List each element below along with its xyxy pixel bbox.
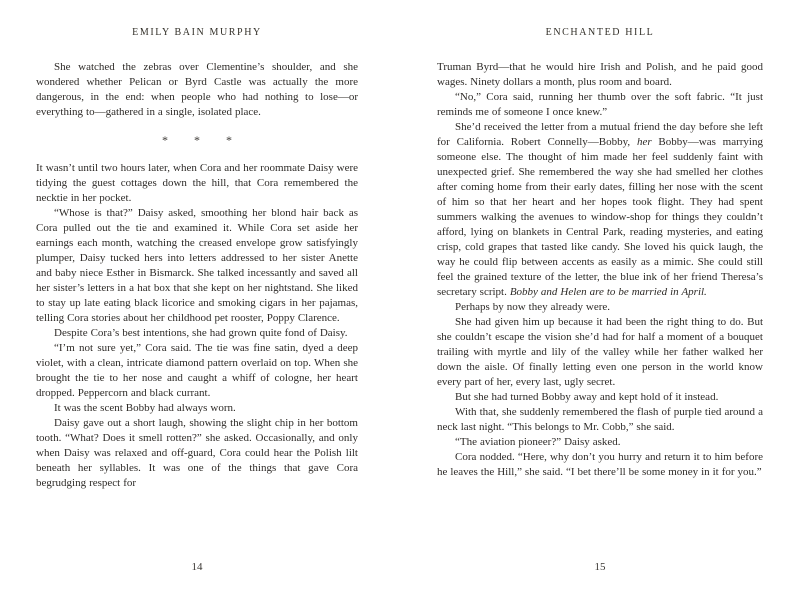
page-right bbox=[400, 0, 800, 600]
page-number-right: 15 bbox=[594, 561, 606, 573]
asterisk-glyph: * bbox=[162, 133, 168, 147]
body-paragraph: “Whose is that?” Daisy asked, smoothing her blond hair back as Cora pulled out the tie and examined it. While Cora set aside her earnings each month, watching the creased envelope grow satisfyingly plumper, Daisy tucked hers into letters addressed to her sister Anette and baby niece Esther in Bismarck. She talked incessantly and saved all her sister’s letters in a hat box that she kept on her nightstand. She liked to stay up late eating black licorice and smoking cigars in her pajamas, telling Cora stories about her childhood pet rooster, Poppy Clarence. bbox=[36, 207, 358, 324]
asterisk-glyph: * bbox=[194, 133, 200, 147]
running-head-author: EMILY BAIN MURPHY bbox=[132, 27, 262, 38]
body-paragraph: Perhaps by now they already were. bbox=[455, 301, 611, 313]
page-left-column bbox=[36, 0, 358, 600]
body-paragraph: Despite Cora’s best intentions, she had grown quite fond of Daisy. bbox=[54, 327, 348, 339]
scene-break-separator bbox=[36, 133, 358, 147]
body-paragraph: “The aviation pioneer?” Daisy asked. bbox=[455, 436, 621, 448]
body-paragraph: Cora nodded. “Here, why don’t you hurry and return it to him before he leaves the Hill,” she said. “I bet there’ll be some money in it for you.” bbox=[437, 451, 763, 478]
page-body-text bbox=[36, 60, 358, 491]
asterisk-glyph: * bbox=[226, 133, 232, 147]
body-paragraph: It was the scent Bobby had always worn. bbox=[54, 402, 236, 414]
body-paragraph: With that, she suddenly remembered the flash of purple tied around a neck last night. “This belongs to Mr. Cobb,” she said. bbox=[437, 406, 763, 433]
body-paragraph: She watched the zebras over Clementine’s shoulder, and she wondered whether Pelican or Byrd Castle was actually the more dangerous, in the end: when people who had nothing to lose—or everything to—gathered in a single, isolated place. bbox=[36, 61, 358, 118]
body-paragraph: Truman Byrd—that he would hire Irish and Polish, and he paid good wages. Ninety dollars a month, plus room and board. bbox=[437, 61, 763, 88]
running-head-title: ENCHANTED HILL bbox=[545, 27, 655, 38]
page-right-column bbox=[437, 0, 763, 600]
body-paragraph: But she had turned Bobby away and kept hold of it instead. bbox=[455, 391, 719, 403]
body-paragraph: “I’m not sure yet,” Cora said. The tie was fine satin, dyed a deep violet, with a clean, intricate diamond pattern overlaid on top. When she brought the tie to her nose and caught a whiff of cologne, her heart dropped. Peppercorn and black currant. bbox=[36, 342, 358, 399]
page-number-left: 14 bbox=[191, 561, 203, 573]
body-paragraph: She’d received the letter from a mutual friend the day before she left for California. Robert Connelly—Bobby, her Bobby—was marrying someone else. The thought of him made her feel suddenly faint with unexpected grief. She remembered the way she had smelled her clothes after coming home from their early dates, filling her nose with the scent of him so that her heart and her hopes took flight. They had spent summers walking the avenues to window-shop for things they couldn’t afford, lying on blankets in Central Park, reading mysteries, and eating crisp, cold grapes that tasted like candy. She loved his quick laugh, the way he could flip between accents as easily as a mimic. She could still feel the grained texture of the letter, the blue ink of her friend Theresa’s secretary script. Bobby and Helen are to be married in April. bbox=[437, 121, 763, 298]
page-body-text bbox=[437, 60, 763, 480]
body-paragraph: It wasn’t until two hours later, when Cora and her roommate Daisy were tidying the guest cottages down the hill, that Cora remembered the necktie in her pocket. bbox=[36, 162, 358, 204]
body-paragraph: She had given him up because it had been the right thing to do. But she couldn’t escape the vision she’d had for half a moment of a bouquet trailing with myrtle and lily of the valley while her father walked her down the aisle. Of finally letting even one person in the world know every part of her, every last, ugly secret. bbox=[437, 316, 763, 388]
body-paragraph: Daisy gave out a short laugh, showing the slight chip in her bottom tooth. “What? Does it smell rotten?” she asked. Occasionally, and only when Daisy was relaxed and off-guard, Cora could hear the Polish lilt beneath her syllables. It was one of the things that gave Cora begrudging respect for bbox=[36, 417, 358, 489]
body-paragraph: “No,” Cora said, running her thumb over the soft fabric. “It just reminds me of someone I once knew.” bbox=[437, 91, 763, 118]
